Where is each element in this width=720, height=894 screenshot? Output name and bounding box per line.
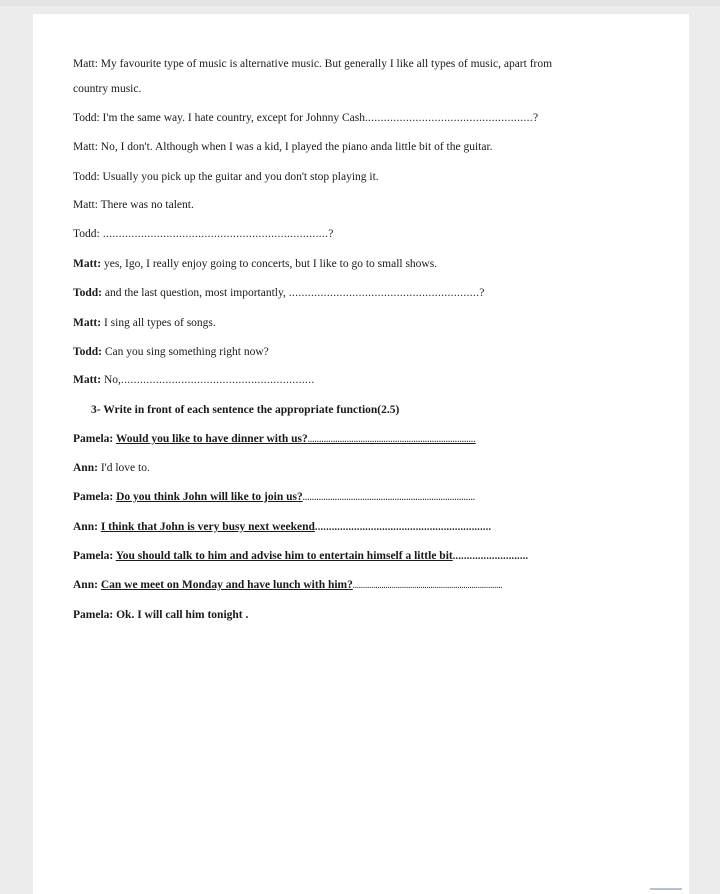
answer-blank[interactable]: .......................................................................? [99,228,334,240]
dialogue2-line-pamela-3 [73,549,528,564]
sentence: Can we meet on Monday and have lunch with him? [100,579,353,591]
dialogue-line-matt-6 [73,373,315,387]
dialogue2-line-ann-1 [73,461,150,475]
function-blank[interactable]: ........................... [452,551,529,562]
line-text: and the last question, most importantly, [102,287,289,299]
answer-blank[interactable]: ....................................................? [367,112,539,124]
line-text: I sing all types of songs. [101,317,216,329]
dialogue-line-matt-5 [73,316,216,330]
function-blank[interactable]: ............................................................... [314,522,492,533]
sentence: I'd love to. [97,462,150,474]
speaker-label: Matt: [73,141,98,153]
speaker-label: Todd: [73,228,100,240]
dialogue-line-matt-2 [73,140,493,154]
line-text: yes, Igo, I really enjoy going to concerts, but I like to go to small shows. [101,258,438,270]
dialogue2-line-pamela-2 [73,490,475,505]
dialogue-line-todd-2 [73,170,379,184]
dialogue-line-todd-3 [73,227,334,241]
sentence: Ok. I will call him tonight . [113,609,249,621]
function-blank[interactable]: ......................................................................... [307,435,476,444]
function-blank[interactable]: ......................................................................... [352,582,503,590]
sentence: Would you like to have dinner with us? [115,433,308,445]
line-text: There was no talent. [97,199,194,211]
speaker-label: Todd: [73,171,100,183]
top-margin-bar [0,0,720,6]
dialogue-line-matt-1-cont [73,82,141,96]
dialogue2-line-pamela-1 [73,432,476,447]
speaker-label: Matt: [73,258,102,270]
speaker-label: Todd: [73,287,102,299]
speaker-label: Todd: [73,112,100,124]
sentence: Do you think John will like to join us? [116,491,303,503]
line-text: Can you sing something right now? [102,346,269,358]
speaker-label: Ann: [73,579,98,591]
dialogue-line-todd-4 [73,286,485,300]
speaker-label: Matt: [73,374,102,386]
speaker-label: Pamela: [73,609,114,621]
speaker-label: Pamela: [73,550,114,562]
dialogue-line-matt-4 [73,257,437,271]
sentence: You should talk to him and advise him to entertain himself a little bit [115,550,453,562]
speaker-label: Ann: [73,462,98,474]
answer-blank[interactable]: ............................................................? [288,287,485,299]
speaker-label: Matt: [73,317,102,329]
answer-blank[interactable]: ............................................................. [120,374,315,386]
dialogue2-line-pamela-4 [73,608,248,622]
line-text: I'm the same way. I hate country, except for Johnny Cash. [99,112,368,124]
speaker-label: Todd: [73,346,102,358]
speaker-label: Pamela: [73,433,114,445]
page-corner-mark [650,888,682,890]
sentence: I think that John is very busy next weekend [100,521,315,533]
line-text: My favourite type of music is alternative music. But generally I like all types of music, apart from [97,58,553,70]
dialogue2-line-ann-2 [73,520,491,535]
speaker-label: Pamela: [73,491,114,503]
section-3-heading: 3- Write in front of each sentence the appropriate function(2.5) [91,404,400,416]
worksheet-page [33,14,689,894]
dialogue-line-todd-5 [73,345,269,359]
speaker-label: Ann: [73,521,98,533]
speaker-label: Matt: [73,58,98,70]
line-text: Usually you pick up the guitar and you don't stop playing it. [99,171,379,183]
dialogue-line-matt-3 [73,198,194,212]
dialogue-line-matt-1 [73,57,552,71]
speaker-label: Matt: [73,199,98,211]
line-text: No, I don't. Although when I was a kid, I played the piano anda little bit of the guitar. [97,141,493,153]
function-blank[interactable]: ........................................................................... [302,493,476,502]
dialogue-line-todd-1 [73,111,538,125]
dialogue2-line-ann-3 [73,578,503,593]
line-text: country music. [73,83,142,95]
line-text: No, [101,374,121,386]
